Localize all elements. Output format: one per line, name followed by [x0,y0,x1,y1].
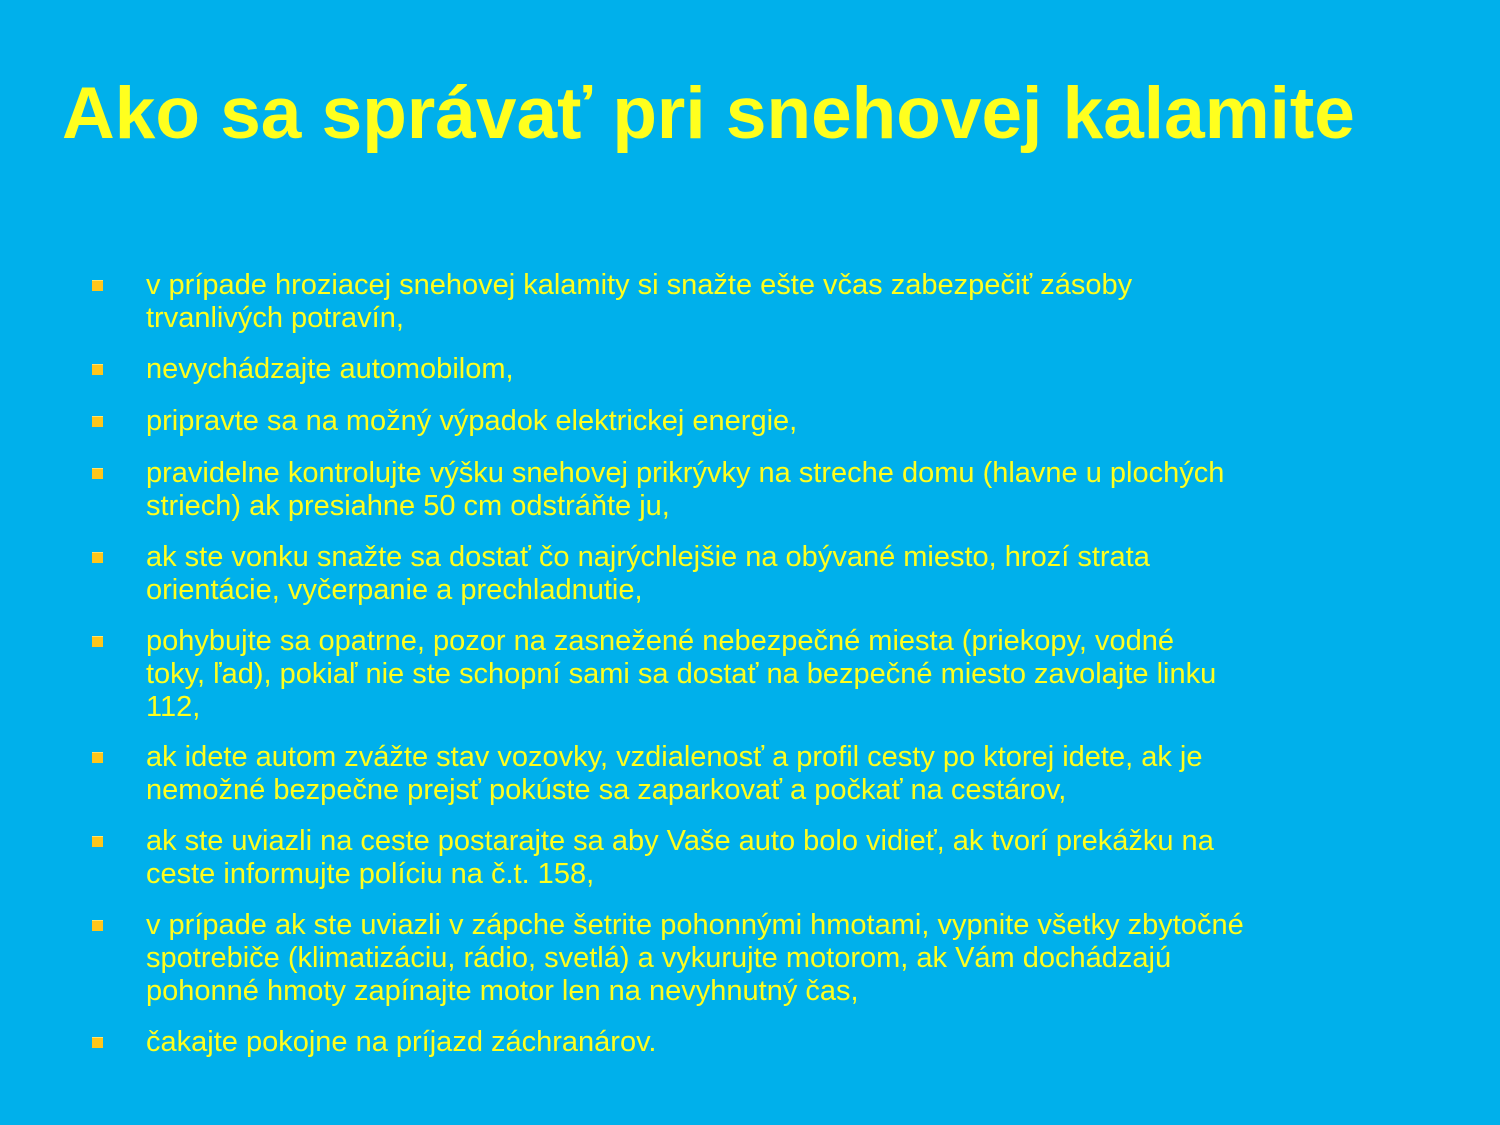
bullet-text: v prípade hroziacej snehovej kalamity si snažte ešte včas zabezpečiť zásoby trvanlivých potravín, [146,269,1133,334]
bullet-text: nevychádzajte automobilom, [146,353,514,385]
bullet-text: pravidelne kontrolujte výšku snehovej prikrývky na streche domu (hlavne u plochých striech) ak presiahne 50 cm odstráňte ju, [146,457,1225,522]
square-bullet-icon [92,920,103,931]
bullet-text: ak ste vonku snažte sa dostať čo najrýchlejšie na obývané miesto, hrozí strata orientácie, vyčerpanie a prechladnutie, [146,541,1150,606]
square-bullet-icon [92,836,103,847]
bullet-text: pohybujte sa opatrne, pozor na zasnežené nebezpečné miesta (priekopy, vodné toky, ľad), pokiaľ nie ste schopní sami sa dostať na bezpečné miesto zavolajte linku 112, [146,625,1217,723]
bullet-text: ak idete autom zvážte stav vozovky, vzdialenosť a profil cesty po ktorej idete, ak je nemožné bezpečne prejsť pokúste sa zaparkovať a počkať na cestárov, [146,741,1203,806]
bullet-text: v prípade ak ste uviazli v zápche šetrite pohonnými hmotami, vypnite všetky zbytočné spotrebiče (klimatizáciu, rádio, svetlá) a vykurujte motorom, ak Vám dochádzajú pohonné hmoty zapínajte motor len na nevyhnutný čas, [146,909,1244,1007]
bullet-text: čakajte pokojne na príjazd záchranárov. [146,1026,657,1058]
bullet-text: pripravte sa na možný výpadok elektrickej energie, [146,405,798,437]
square-bullet-icon [92,752,103,763]
square-bullet-icon [92,280,103,291]
square-bullet-icon [92,416,103,427]
bullet-text: ak ste uviazli na ceste postarajte sa aby Vaše auto bolo vidieť, ak tvorí prekážku na ceste informujte políciu na č.t. 158, [146,825,1214,890]
slide-title: Ako sa správať pri snehovej kalamite [62,73,1355,154]
square-bullet-icon [92,552,103,563]
square-bullet-icon [92,364,103,375]
square-bullet-icon [92,1037,103,1048]
square-bullet-icon [92,636,103,647]
square-bullet-icon [92,468,103,479]
